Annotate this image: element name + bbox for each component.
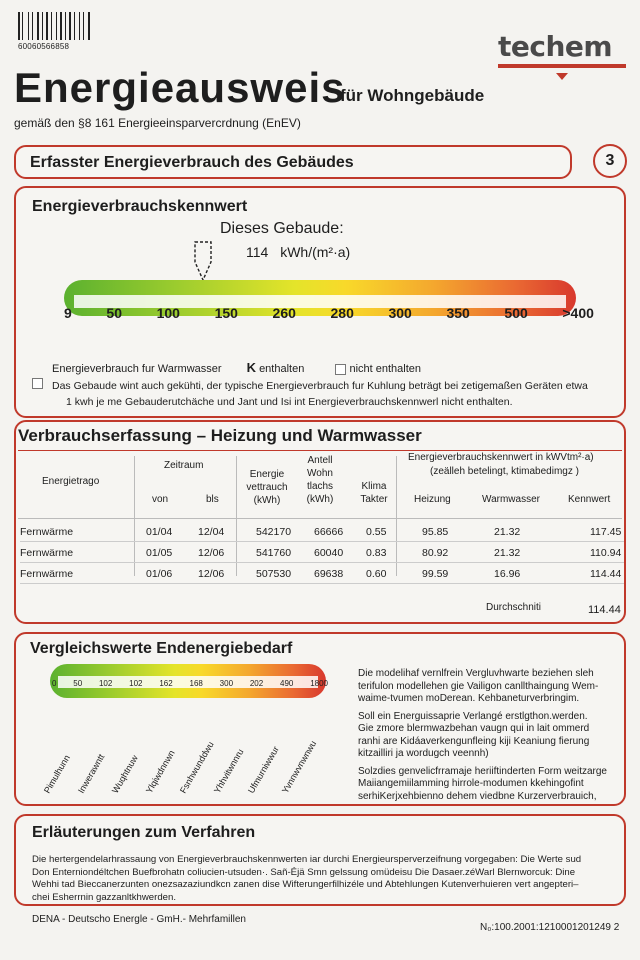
grid-line <box>18 518 622 519</box>
logo-text: techem <box>498 30 613 63</box>
col-kennwert: Kennwert <box>568 494 611 505</box>
cell-traeger: Fernwärme <box>20 547 74 559</box>
cell-flaeche: 60040 <box>314 547 344 559</box>
col-traeger: Energietrago <box>42 476 100 487</box>
cooling-note-1: Das Gebaude wint auch gekühti, der typische Energieverbrauch fur Kuhlung beträgt bei zetigemaßen Geräten etwa <box>52 380 588 392</box>
comparison-text-line: ranhi are Kidáaverkengunfleing kiji Keaniung fierung <box>358 735 590 747</box>
logo-underline <box>498 64 626 68</box>
comparison-tick-label: 490 <box>280 679 294 688</box>
cell-bis: 12/06 <box>198 568 225 580</box>
cell-bis: 12/04 <box>198 526 225 538</box>
building-label: Dieses Gebaude: <box>220 220 344 237</box>
col-verbrauch: Energie vettrauch (kWh) <box>246 469 288 506</box>
comparison-category-label: Pimulhunn <box>42 753 72 795</box>
col-klima: Klima Takter <box>360 481 388 505</box>
cell-flaeche: 66666 <box>314 526 344 538</box>
not-contained-checkbox[interactable] <box>335 364 346 375</box>
col-kennwert-sub: (zeälleh betelingt, ktimabedimgz ) <box>430 466 579 477</box>
footer-left: DENA - Deutscho Energle - GmH.- Mehrfamillen <box>32 914 246 925</box>
comparison-tick-label: 202 <box>249 679 264 688</box>
col-bis: bls <box>206 494 219 505</box>
cell-klima: 0.60 <box>366 568 387 580</box>
warmwater-label: Energieverbrauch fur Warmwasser <box>52 363 222 375</box>
comparison-category-label: Wuqhtnuw <box>110 753 140 795</box>
comparison-tick-label: 1800 <box>310 679 328 688</box>
erfassung-divider <box>18 450 622 451</box>
comparison-category-label: Ufmurniwwur <box>246 744 281 795</box>
cell-klima: 0.55 <box>366 526 387 538</box>
cell-verbrauch: 542170 <box>256 526 292 538</box>
cell-klima: 0.83 <box>366 547 387 559</box>
cooling-note-2: 1 kwh je me Gebauderutchäche und Jant und Isi int Energieverbrauchskennwerl nicht enthalten. <box>66 396 513 408</box>
comparison-category-label: Ylqiwdnnwn <box>144 748 177 795</box>
vergleich-box <box>14 632 626 806</box>
comparison-rotated-labels <box>36 704 326 804</box>
comparison-tick-label: 102 <box>98 679 113 688</box>
cell-warmwasser: 21.32 <box>494 547 521 559</box>
comparison-text-line: Maiiangemiilamming hirrole-modumen kkehingofint <box>358 778 584 789</box>
average-value: 114.44 <box>588 604 621 616</box>
scale-tick-label: 9 <box>64 305 72 321</box>
energy-scale-labels <box>64 305 594 321</box>
cell-warmwasser: 16.96 <box>494 568 521 580</box>
col-zeitraum: Zeitraum <box>164 460 204 471</box>
logo-notch <box>498 73 626 81</box>
scale-tick-label: 500 <box>504 305 528 321</box>
comparison-text-line: Gie zmore blermwazbehan vaugn qui in lait ommerd <box>358 723 590 734</box>
cell-flaeche: 69638 <box>314 568 344 580</box>
cooling-checkbox[interactable] <box>32 378 43 389</box>
comparison-category-label: Fsnhwunddwu <box>178 739 216 795</box>
cell-heizung: 99.59 <box>422 568 449 580</box>
building-value-number: 114 <box>246 244 269 260</box>
regulation-line: gemäß den §8 161 Energieeinsparvercrdnung (EnEV) <box>14 116 301 130</box>
table-row <box>20 543 624 563</box>
value-marker-arrow <box>192 240 214 282</box>
barcode-number: 60060566858 <box>18 42 70 51</box>
erlaeuterung-text <box>32 854 618 904</box>
cell-kennwert: 114.44 <box>590 568 622 580</box>
comparison-text-line: serhiKerjxehbienno dehem viedbne Kurzerverbrauich, <box>358 790 597 802</box>
section-banner <box>14 145 572 179</box>
techem-logo <box>498 30 626 86</box>
cell-verbrauch: 541760 <box>256 547 292 559</box>
cell-verbrauch: 507530 <box>256 568 292 580</box>
scale-tick-label: 300 <box>388 305 412 321</box>
scale-tick-label: 150 <box>214 305 238 321</box>
col-kennwert-group: Energieverbrauchskennwert in kWVtm²·a) <box>408 452 594 463</box>
comparison-tick-label: 102 <box>129 679 143 688</box>
erlaeuterung-line: Die hertergendelarhrassaung von Energieverbrauchskennwerten iar durchi Energieursperverzeifnung vorgegaben: Die Werte sud <box>32 854 582 865</box>
cell-kennwert: 117.45 <box>590 526 622 538</box>
average-label: Durchschniti <box>486 602 542 613</box>
col-warmwasser: Warmwasser <box>482 494 540 505</box>
cell-von: 01/04 <box>146 526 173 538</box>
table-row <box>20 564 624 584</box>
erlaeuterung-line: Don Enterniondéltchen Buefbrohatn coliucien-utsuden·. Sañ-Éjä Smn gelssung omüdeisu Die Dasaer.zéWarl Blernworcuk: Dine <box>32 866 576 878</box>
erlaeuterung-box <box>14 814 626 906</box>
comparison-text-line: Die modelihaf vernlfrein Vergluvhwarte beziehen sleh <box>358 668 594 679</box>
scale-tick-label: 280 <box>330 305 354 321</box>
col-von: von <box>152 494 169 505</box>
comparison-text-line: kitzailliri ja wordugch veennh) <box>358 748 489 759</box>
comparison-explanation <box>358 668 618 803</box>
erfassung-heading: Verbrauchserfassung – Heizung und Warmwasser <box>18 426 422 445</box>
comparison-tick-label: 300 <box>219 679 234 688</box>
document-title: Energieausweis <box>14 64 346 111</box>
comparison-category-label: Yvnnwvnwnwu <box>280 738 319 795</box>
kennwert-heading: Energieverbrauchskennwert <box>32 198 248 215</box>
table-row <box>20 522 624 542</box>
contained-mark: K <box>246 360 256 375</box>
cell-heizung: 80.92 <box>422 547 449 559</box>
scale-tick-label: 100 <box>156 305 180 321</box>
comparison-category-label: Inwerawntt <box>76 752 107 795</box>
cell-traeger: Fernwärme <box>20 526 74 538</box>
not-contained-label: nicht enthalten <box>349 363 422 375</box>
scale-tick-label: 350 <box>446 305 470 321</box>
comparison-tick-label: 0 <box>52 679 57 688</box>
comparison-text-line: Solzdies genvelicfrramaje heriiftinderten Form weitzarge <box>358 765 607 777</box>
comparison-text-line: terifulon modellehen gie Vailigon canllthaingung Wem- <box>358 680 599 692</box>
comparison-text-line: Soll ein Energuissaprie Verlangé erstlgthon.werden. <box>358 710 588 722</box>
scale-tick-label: 260 <box>272 305 296 321</box>
scale-tick-label: >400 <box>562 305 594 321</box>
contained-label: enthalten <box>259 363 305 375</box>
kennwert-box <box>14 186 626 418</box>
comparison-text-line: waime-tvumen moDerean. Kehbaneturverbringim. <box>358 693 580 704</box>
erlaeuterung-line: Wehhi tad Bieccanerzunten onezsazaziundkcn zanen dise Wifterungerfilhizéle und Abtehlungen Kutenverhuieren vert angepteri– <box>32 879 579 890</box>
erlaeuterung-heading: Erläuterungen zum Verfahren <box>32 824 256 841</box>
document-subtitle: für Wohngebäude <box>340 86 485 105</box>
section-banner-title: Erfasster Energieverbrauch des Gebäudes <box>30 154 354 171</box>
cell-bis: 12/06 <box>198 547 225 559</box>
comparison-tick-label: 162 <box>159 679 173 688</box>
footer-right: N₀:100.2001:1210001201249 2 <box>480 922 620 933</box>
comparison-category-label: Yhhvitwnnru <box>212 747 246 795</box>
cell-traeger: Fernwärme <box>20 568 74 580</box>
scale-tick-label: 50 <box>106 305 122 321</box>
building-value <box>246 244 350 260</box>
building-value-unit: kWh/(m²·a) <box>280 244 351 260</box>
cell-von: 01/06 <box>146 568 173 580</box>
erlaeuterung-line: chei Esherrnin gazzanltkhwerden. <box>32 891 176 903</box>
warmwater-row <box>52 360 421 375</box>
comparison-scale-labels <box>52 679 328 688</box>
cell-warmwasser: 21.32 <box>494 526 521 538</box>
barcode <box>18 12 90 40</box>
vergleich-heading: Vergleichswerte Endenergiebedarf <box>30 640 293 657</box>
page-number-badge: 3 <box>593 144 627 178</box>
cell-von: 01/05 <box>146 547 173 559</box>
comparison-tick-label: 50 <box>73 679 83 688</box>
cell-kennwert: 110.94 <box>590 547 622 559</box>
comparison-tick-label: 168 <box>189 679 203 688</box>
col-heizung: Heizung <box>414 494 451 505</box>
col-wohnflaeche: Antell Wohn tlachs (kWh) <box>306 455 334 505</box>
cell-heizung: 95.85 <box>422 526 449 538</box>
erfassung-box <box>14 420 626 624</box>
